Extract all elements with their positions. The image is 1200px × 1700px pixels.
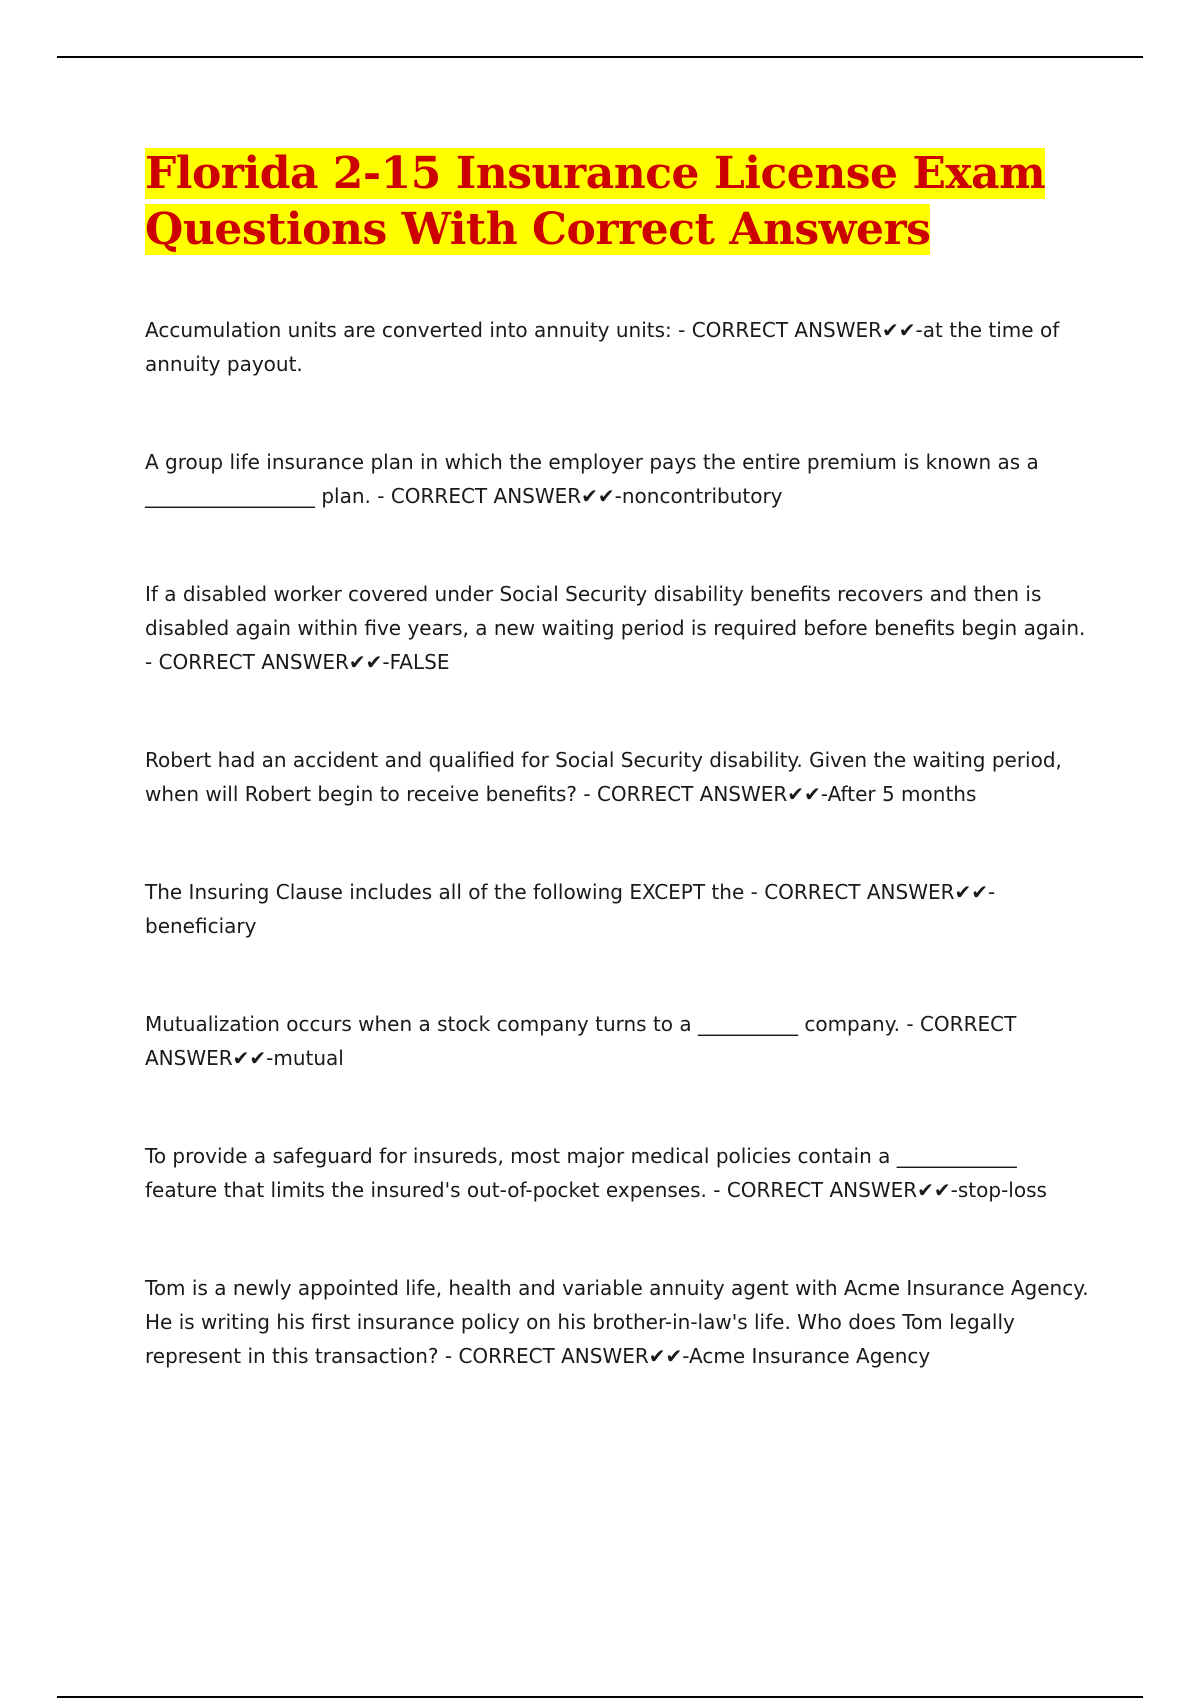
document-body	[145, 146, 1090, 1437]
qa-item: A group life insurance plan in which the employer pays the entire premium is known as a _________________ plan. - CORRECT ANSWER✔✔-noncontributory	[145, 450, 1039, 508]
qa-item: If a disabled worker covered under Social Security disability benefits recovers and then is disabled again within five years, a new waiting period is required before benefits begin again. - CORRECT ANSWER✔✔-FALSE	[145, 582, 1086, 674]
qa-item: To provide a safeguard for insureds, most major medical policies contain a ____________ feature that limits the insured's out-of-pocket expenses. - CORRECT ANSWER✔✔-stop-loss	[145, 1144, 1047, 1202]
qa-item: Robert had an accident and qualified for Social Security disability. Given the waiting period, when will Robert begin to receive benefits? - CORRECT ANSWER✔✔-After 5 months	[145, 748, 1062, 806]
qa-list	[145, 313, 1090, 1373]
bottom-rule	[57, 1696, 1143, 1698]
title-line-2: Questions With Correct Answers	[145, 204, 931, 255]
qa-item: Tom is a newly appointed life, health and variable annuity agent with Acme Insurance Agency. He is writing his first insurance policy on his brother-in-law's life. Who does Tom legally represent in this transaction? - CORRECT ANSWER✔✔-Acme Insurance Agency	[145, 1276, 1089, 1368]
top-rule	[57, 56, 1143, 58]
document-title	[145, 146, 1090, 258]
qa-item: The Insuring Clause includes all of the following EXCEPT the - CORRECT ANSWER✔✔-beneficiary	[145, 880, 996, 938]
qa-item: Mutualization occurs when a stock company turns to a __________ company. - CORRECT ANSWER✔✔-mutual	[145, 1012, 1017, 1070]
qa-item: Accumulation units are converted into annuity units: - CORRECT ANSWER✔✔-at the time of annuity payout.	[145, 318, 1060, 376]
title-line-1: Florida 2-15 Insurance License Exam	[145, 148, 1046, 199]
